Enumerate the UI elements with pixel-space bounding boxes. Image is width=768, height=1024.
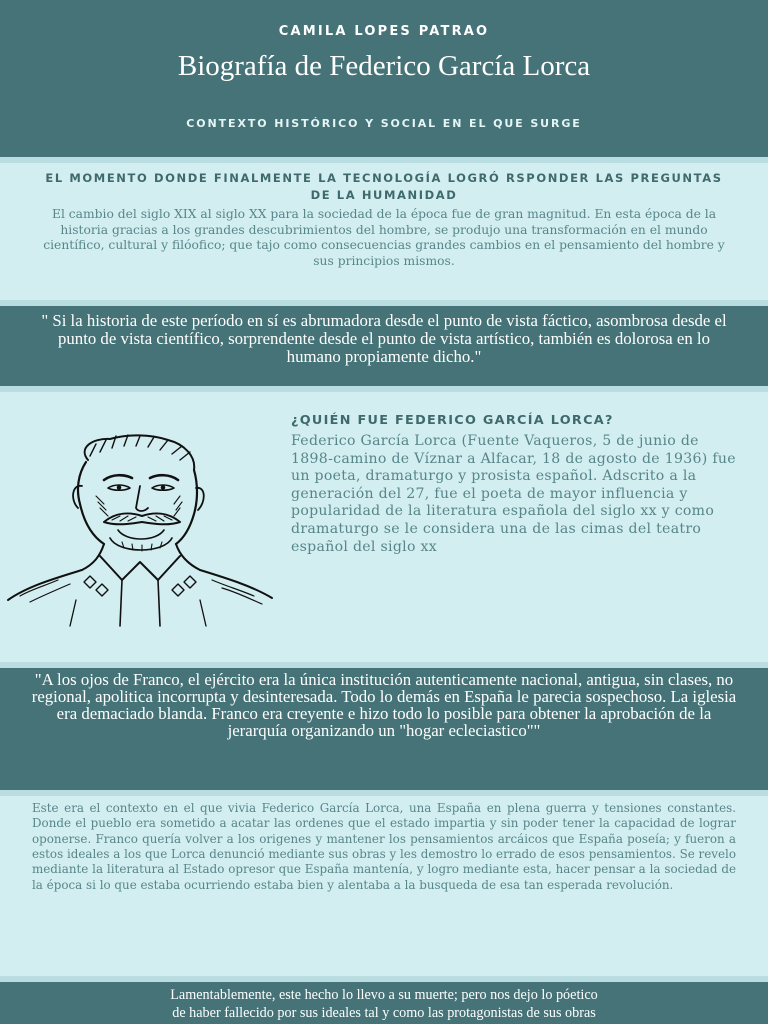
intro-section — [0, 163, 768, 300]
footer-line-2: de haber fallecido por sus ideales tal y como las protagonistas de sus obras — [172, 1005, 596, 1021]
page-subtitle: CONTEXTO HISTÓRICO Y SOCIAL EN EL QUE SURGE — [186, 117, 582, 130]
author-name: CAMILA LOPES PATRAO — [278, 24, 490, 39]
intro-paragraph: El cambio del siglo XIX al siglo XX para la sociedad de la época fue de gran magnitud. En esta época de la historia gracias a los grandes descubrimientos del hombre, se produjo una transformación en el mundo científico, cultural y filóofico; que tajo como consecuencias grandes cambios en el pensamiento del hombre y sus principios mismos. — [43, 207, 725, 268]
biography-paragraph: Federico García Lorca (Fuente Vaqueros, 5 de junio de 1898-camino de Víznar a Alfacar, 18 de agosto de 1936) fue un poeta, dramaturgo y prosista español. Adscrito a la generación del 27, fue el poeta de mayor influencia y popularidad de la literatura española del siglo xx y como dramaturgo se le considera una de las cimas del teatro español del siglo xx — [291, 433, 736, 555]
context-paragraph: Este era el contexto en el que vivia Federico García Lorca, una España en plena guerra y tensiones constantes. Donde el pueblo era sometido a acatar las ordenes que el estado impartia y sin poder tener la capacidad de lograr oponerse. Franco quería volver a los origenes y mantener los pensamientos arcáicos que España poseía; y fueron a estos ideales a los que Lorca denunció mediante sus obras y les demostro lo errado de esos pensamientos. Se revelo mediante la literatura al Estado opresor que España mantenía, y logro mediante esta, hacer pensar a la sociedad de la época si lo que estaba ocurriendo estaba bien y alentaba a la busqueda de esa tan esperada revolución. — [32, 801, 736, 892]
biography-heading: ¿QUIÉN FUE FEDERICO GARCÍA LORCA? — [291, 413, 614, 428]
quote-text-2: "A los ojos de Franco, el ejército era la única institución autenticamente nacional, antigua, sin clases, no regional, apolitica incorrupta y desinteresada. Todo lo demás en España le parecia sospechoso. La iglesia era demaciado blanda. Franco era creyente e hizo todo lo posible para obtener la aprobación de la jerarquía organizando un "hogar ecleciastico"" — [31, 670, 737, 740]
biography-section — [0, 392, 768, 662]
header-banner — [0, 0, 768, 157]
quote-section-1 — [0, 306, 768, 386]
context-section — [0, 796, 768, 976]
portrait-icon — [0, 430, 280, 630]
footer-banner — [0, 982, 768, 1024]
footer-text — [10, 986, 758, 1022]
quote-section-2 — [0, 668, 768, 790]
quote-text-1: " Si la historia de este período en sí es abrumadora desde el punto de vista fáctico, asombrosa desde el punto de vista científico, sorprendente desde el punto de vista artístico, también es dolorosa en lo humano propiamente dicho." — [41, 311, 727, 366]
page-title: Biografía de Federico García Lorca — [177, 50, 591, 82]
footer-line-1: Lamentablemente, este hecho lo llevo a su muerte; pero nos dejo lo póetico — [170, 987, 598, 1003]
intro-heading: EL MOMENTO DONDE FINALMENTE LA TECNOLOGÍA LOGRÓ RSPONDER LAS PREGUNTAS DE LA HUMANIDAD — [45, 171, 723, 202]
